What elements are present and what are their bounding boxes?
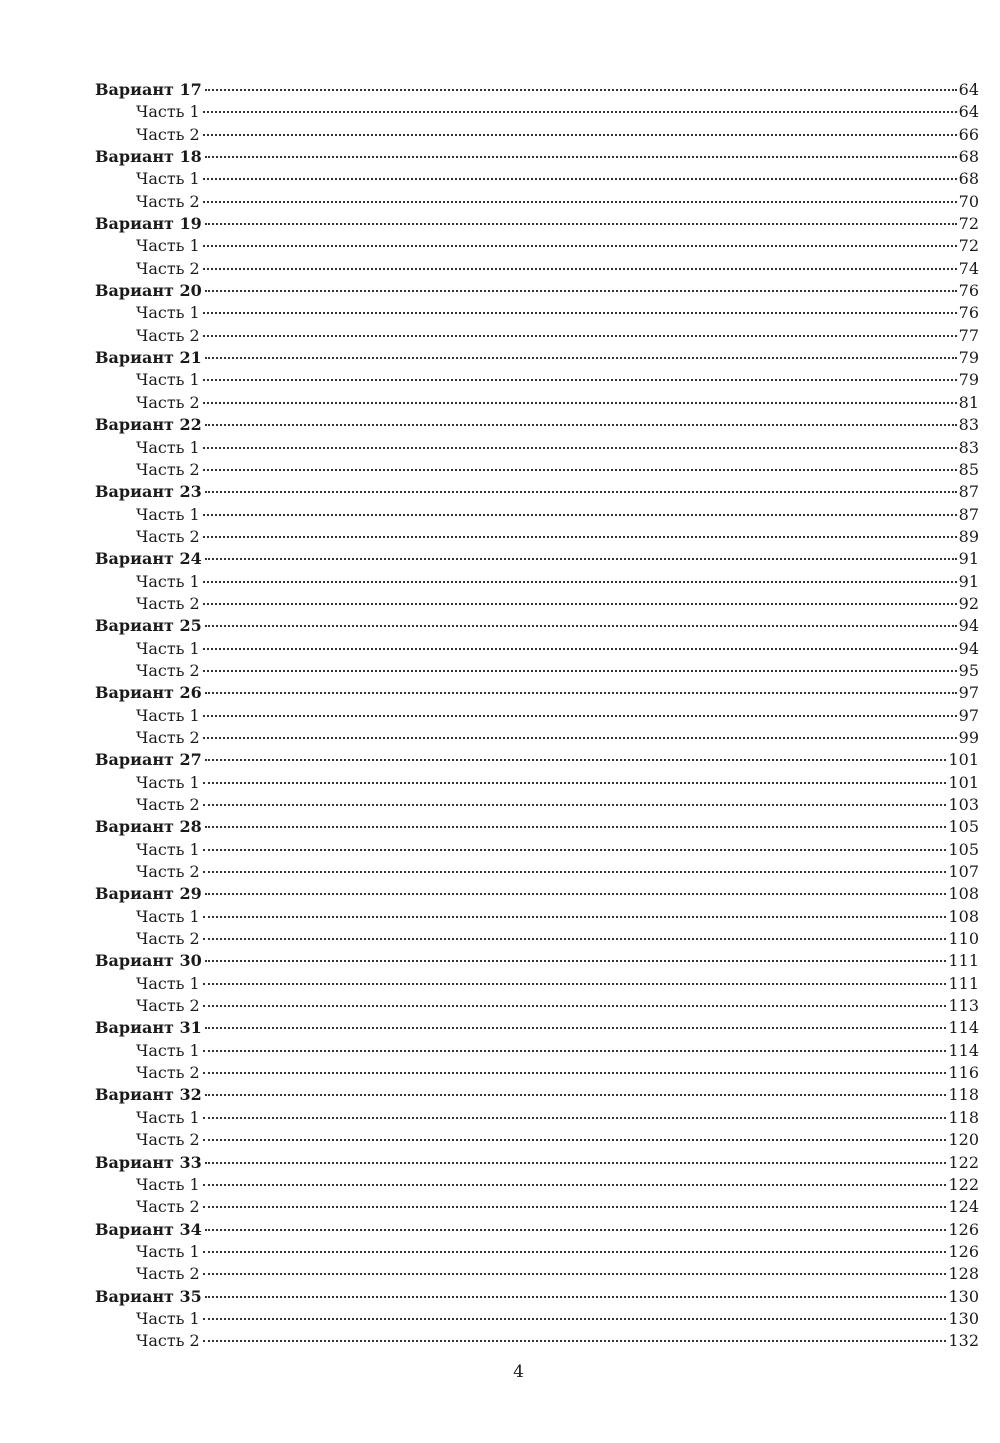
toc-entry-part — [95, 101, 979, 123]
toc-entry-page: 103 — [948, 795, 979, 814]
toc-entry-variant — [95, 816, 979, 838]
toc-entry-label: Часть 1 — [136, 973, 200, 993]
toc-entry-part — [95, 1062, 979, 1084]
toc-entry-page: 94 — [958, 616, 979, 636]
toc-entry-label: Часть 1 — [136, 571, 200, 591]
toc-entry-label: Вариант 22 — [95, 415, 202, 435]
toc-entry-page: 107 — [948, 862, 979, 882]
toc-entry-page: 126 — [948, 1219, 979, 1239]
toc-entry-variant — [95, 749, 979, 771]
toc-entry-label: Часть 1 — [136, 1308, 200, 1328]
toc-entry-page: 83 — [958, 437, 979, 457]
toc-entry-page: 101 — [948, 772, 979, 792]
toc-entry-page: 79 — [958, 370, 979, 390]
toc-entry-label: Вариант 17 — [95, 80, 202, 99]
toc-entry-label: Часть 1 — [136, 102, 200, 122]
toc-entry-label: Часть 2 — [136, 660, 200, 680]
toc-entry-part — [95, 437, 979, 459]
toc-entry-label: Часть 1 — [136, 1241, 200, 1261]
toc-entry-label: Вариант 27 — [95, 750, 202, 770]
toc-entry-page: 66 — [958, 124, 979, 144]
dot-leader — [203, 201, 957, 203]
toc-entry-variant — [95, 1219, 979, 1241]
dot-leader — [203, 1340, 947, 1342]
toc-entry-variant — [95, 548, 979, 570]
toc-entry-label: Вариант 33 — [95, 1152, 202, 1172]
toc-entry-page: 116 — [948, 1063, 979, 1083]
toc-entry-page: 108 — [948, 884, 979, 904]
toc-entry-variant — [95, 950, 979, 972]
toc-entry-variant — [95, 1017, 979, 1039]
toc-entry-page: 64 — [958, 80, 979, 99]
toc-entry-label: Часть 1 — [136, 705, 200, 725]
page-number: 4 — [513, 1362, 524, 1382]
toc-entry-label: Вариант 21 — [95, 348, 202, 368]
toc-entry-label: Вариант 23 — [95, 482, 202, 502]
toc-entry-label: Часть 1 — [136, 504, 200, 524]
toc-entry-label: Вариант 31 — [95, 1018, 202, 1038]
toc-entry-page: 105 — [948, 839, 979, 859]
toc-entry-page: 128 — [948, 1264, 979, 1284]
toc-entry-label: Вариант 19 — [95, 214, 202, 234]
dot-leader — [203, 178, 957, 180]
toc-entry-part — [95, 235, 979, 257]
toc-entry-page: 114 — [948, 1040, 979, 1060]
dot-leader — [203, 447, 957, 449]
toc-entry-page: 70 — [958, 191, 979, 211]
dot-leader — [203, 1050, 947, 1052]
toc-entry-label: Часть 2 — [136, 1264, 200, 1284]
dot-leader — [205, 1229, 947, 1231]
toc-entry-part — [95, 794, 979, 816]
toc-entry-variant — [95, 1084, 979, 1106]
toc-entry-part — [95, 638, 979, 660]
toc-entry-part — [95, 727, 979, 749]
toc-entry-label: Часть 1 — [136, 772, 200, 792]
toc-entry-page: 99 — [958, 727, 979, 747]
dot-leader — [205, 960, 947, 962]
toc-entry-page: 94 — [958, 638, 979, 658]
dot-leader — [203, 1184, 947, 1186]
dot-leader — [205, 558, 957, 560]
toc-entry-label: Часть 1 — [136, 236, 200, 256]
toc-entry-label: Вариант 35 — [95, 1286, 202, 1306]
dot-leader — [203, 335, 957, 337]
toc-entry-label: Часть 2 — [136, 526, 200, 546]
dot-leader — [203, 871, 947, 873]
toc-entry-part — [95, 571, 979, 593]
toc-entry-variant — [95, 1152, 979, 1174]
toc-entry-label: Часть 2 — [136, 1331, 200, 1351]
toc-entry-label: Часть 2 — [136, 124, 200, 144]
toc-entry-page: 122 — [948, 1174, 979, 1194]
dot-leader — [205, 424, 957, 426]
toc-entry-page: 87 — [958, 482, 979, 502]
toc-entry-page: 120 — [948, 1130, 979, 1150]
toc-entry-label: Часть 2 — [136, 593, 200, 613]
toc-entry-page: 95 — [958, 660, 979, 680]
dot-leader — [203, 1139, 947, 1141]
toc-entry-part — [95, 1129, 979, 1151]
toc-entry-page: 91 — [958, 549, 979, 569]
toc-entry-label: Вариант 26 — [95, 683, 202, 703]
toc-entry-part — [95, 772, 979, 794]
dot-leader — [203, 402, 957, 404]
dot-leader — [205, 625, 957, 627]
toc-entry-label: Часть 2 — [136, 727, 200, 747]
dot-leader — [203, 111, 957, 113]
toc-entry-part — [95, 1308, 979, 1330]
toc-entry-part — [95, 168, 979, 190]
toc-entry-part — [95, 325, 979, 347]
toc-entry-label: Вариант 34 — [95, 1219, 202, 1239]
toc-entry-label: Часть 1 — [136, 437, 200, 457]
toc-entry-page: 126 — [948, 1241, 979, 1261]
toc-entry-part — [95, 1330, 979, 1352]
dot-leader — [203, 938, 947, 940]
dot-leader — [203, 581, 957, 583]
toc-entry-label: Вариант 20 — [95, 281, 202, 301]
toc-entry-variant — [95, 347, 979, 369]
toc-entry-page: 108 — [948, 906, 979, 926]
toc-entry-part — [95, 459, 979, 481]
toc-entry-variant — [95, 213, 979, 235]
toc-entry-page: 74 — [958, 258, 979, 278]
toc-entry-part — [95, 1107, 979, 1129]
dot-leader — [205, 290, 957, 292]
dot-leader — [203, 514, 957, 516]
toc-entry-page: 79 — [958, 348, 979, 368]
toc-entry-page: 77 — [958, 325, 979, 345]
toc-entry-page: 68 — [958, 169, 979, 189]
toc-entry-part — [95, 1196, 979, 1218]
toc-entry-variant — [95, 414, 979, 436]
toc-entry-label: Часть 2 — [136, 929, 200, 949]
dot-leader — [203, 603, 957, 605]
dot-leader — [205, 156, 957, 158]
toc-entry-variant — [95, 146, 979, 168]
dot-leader — [203, 134, 957, 136]
dot-leader — [205, 491, 957, 493]
toc-entry-page: 124 — [948, 1197, 979, 1217]
dot-leader — [203, 1251, 947, 1253]
dot-leader — [203, 1318, 947, 1320]
toc-entry-label: Часть 2 — [136, 191, 200, 211]
dot-leader — [203, 1005, 947, 1007]
dot-leader — [203, 715, 957, 717]
toc-entry-label: Вариант 28 — [95, 817, 202, 837]
dot-leader — [203, 648, 957, 650]
toc-entry-label: Часть 1 — [136, 906, 200, 926]
dot-leader — [205, 1296, 947, 1298]
toc-entry-label: Часть 2 — [136, 258, 200, 278]
toc-entry-part — [95, 928, 979, 950]
toc-entry-label: Часть 1 — [136, 1174, 200, 1194]
toc-entry-variant — [95, 615, 979, 637]
toc-entry-page: 118 — [948, 1085, 979, 1105]
toc-entry-page: 97 — [958, 683, 979, 703]
dot-leader — [205, 357, 957, 359]
toc-entry-part — [95, 258, 979, 280]
toc-entry-part — [95, 705, 979, 727]
dot-leader — [205, 89, 957, 91]
dot-leader — [203, 1072, 947, 1074]
dot-leader — [203, 312, 957, 314]
toc-entry-part — [95, 593, 979, 615]
toc-entry-page: 83 — [958, 415, 979, 435]
toc-entry-part — [95, 660, 979, 682]
toc-entry-label: Вариант 18 — [95, 147, 202, 167]
toc-entry-label: Часть 1 — [136, 169, 200, 189]
dot-leader — [205, 1094, 947, 1096]
dot-leader — [203, 983, 947, 985]
toc-entry-part — [95, 861, 979, 883]
dot-leader — [203, 379, 957, 381]
toc-entry-part — [95, 526, 979, 548]
toc-entry-label: Часть 1 — [136, 638, 200, 658]
dot-leader — [205, 692, 957, 694]
toc-entry-page: 130 — [948, 1286, 979, 1306]
toc-entry-label: Вариант 30 — [95, 951, 202, 971]
toc-entry-page: 105 — [948, 817, 979, 837]
toc-entry-variant — [95, 280, 979, 302]
toc-entry-page: 132 — [948, 1331, 979, 1351]
toc-entry-part — [95, 1040, 979, 1062]
toc-entry-page: 130 — [948, 1308, 979, 1328]
toc-entry-label: Часть 2 — [136, 392, 200, 412]
toc-entry-part — [95, 973, 979, 995]
toc-entry-page: 111 — [948, 973, 979, 993]
toc-entry-label: Часть 1 — [136, 370, 200, 390]
dot-leader — [203, 916, 947, 918]
dot-leader — [205, 1027, 947, 1029]
dot-leader — [203, 245, 957, 247]
toc-entry-label: Вариант 25 — [95, 616, 202, 636]
toc-entry-label: Часть 1 — [136, 1040, 200, 1060]
dot-leader — [205, 759, 947, 761]
toc-entry-label: Часть 2 — [136, 325, 200, 345]
toc-entry-variant — [95, 1286, 979, 1308]
toc-entry-part — [95, 302, 979, 324]
toc-entry-page: 81 — [958, 392, 979, 412]
dot-leader — [203, 804, 947, 806]
toc-entry-part — [95, 392, 979, 414]
toc-entry-page: 91 — [958, 571, 979, 591]
toc-entry-page: 68 — [958, 147, 979, 167]
dot-leader — [203, 1273, 947, 1275]
toc-entry-part — [95, 504, 979, 526]
dot-leader — [203, 670, 957, 672]
dot-leader — [203, 1206, 947, 1208]
dot-leader — [205, 893, 947, 895]
toc-entry-variant — [95, 79, 979, 101]
toc-entry-label: Часть 2 — [136, 1197, 200, 1217]
toc-entry-page: 85 — [958, 459, 979, 479]
toc-entry-part — [95, 1241, 979, 1263]
toc-entry-part — [95, 124, 979, 146]
toc-entry-page: 110 — [948, 929, 979, 949]
toc-entry-part — [95, 839, 979, 861]
toc-entry-page: 114 — [948, 1018, 979, 1038]
toc-entry-part — [95, 1263, 979, 1285]
toc-entry-label: Часть 1 — [136, 303, 200, 323]
toc-entry-label: Часть 1 — [136, 1107, 200, 1127]
toc-entry-page: 111 — [948, 951, 979, 971]
toc-entry-part — [95, 1174, 979, 1196]
toc-entry-variant — [95, 682, 979, 704]
toc-entry-label: Часть 2 — [136, 459, 200, 479]
dot-leader — [203, 1117, 947, 1119]
toc-entry-part — [95, 906, 979, 928]
toc-entry-page: 97 — [958, 705, 979, 725]
toc-entry-label: Часть 2 — [136, 862, 200, 882]
toc-entry-page: 113 — [948, 996, 979, 1016]
toc-entry-label: Часть 2 — [136, 795, 200, 814]
toc-entry-page: 76 — [958, 281, 979, 301]
toc-entry-page: 122 — [948, 1152, 979, 1172]
table-of-contents — [95, 79, 979, 1353]
toc-entry-label: Вариант 29 — [95, 884, 202, 904]
toc-entry-label: Часть 1 — [136, 839, 200, 859]
dot-leader — [203, 268, 957, 270]
toc-entry-page: 118 — [948, 1107, 979, 1127]
toc-entry-page: 92 — [958, 593, 979, 613]
dot-leader — [203, 737, 957, 739]
dot-leader — [205, 826, 947, 828]
toc-entry-label: Вариант 32 — [95, 1085, 202, 1105]
toc-entry-label: Часть 2 — [136, 996, 200, 1016]
dot-leader — [203, 469, 957, 471]
toc-entry-part — [95, 995, 979, 1017]
dot-leader — [203, 782, 947, 784]
toc-entry-page: 72 — [958, 214, 979, 234]
toc-entry-part — [95, 369, 979, 391]
toc-entry-page: 87 — [958, 504, 979, 524]
toc-entry-label: Часть 2 — [136, 1130, 200, 1150]
dot-leader — [205, 223, 957, 225]
toc-entry-variant — [95, 481, 979, 503]
toc-entry-part — [95, 191, 979, 213]
toc-entry-page: 64 — [958, 102, 979, 122]
toc-entry-label: Часть 2 — [136, 1063, 200, 1083]
dot-leader — [203, 536, 957, 538]
toc-entry-page: 76 — [958, 303, 979, 323]
dot-leader — [205, 1162, 947, 1164]
dot-leader — [203, 849, 947, 851]
toc-entry-page: 72 — [958, 236, 979, 256]
toc-entry-label: Вариант 24 — [95, 549, 202, 569]
toc-entry-page: 101 — [948, 750, 979, 770]
toc-entry-variant — [95, 883, 979, 905]
toc-entry-page: 89 — [958, 526, 979, 546]
